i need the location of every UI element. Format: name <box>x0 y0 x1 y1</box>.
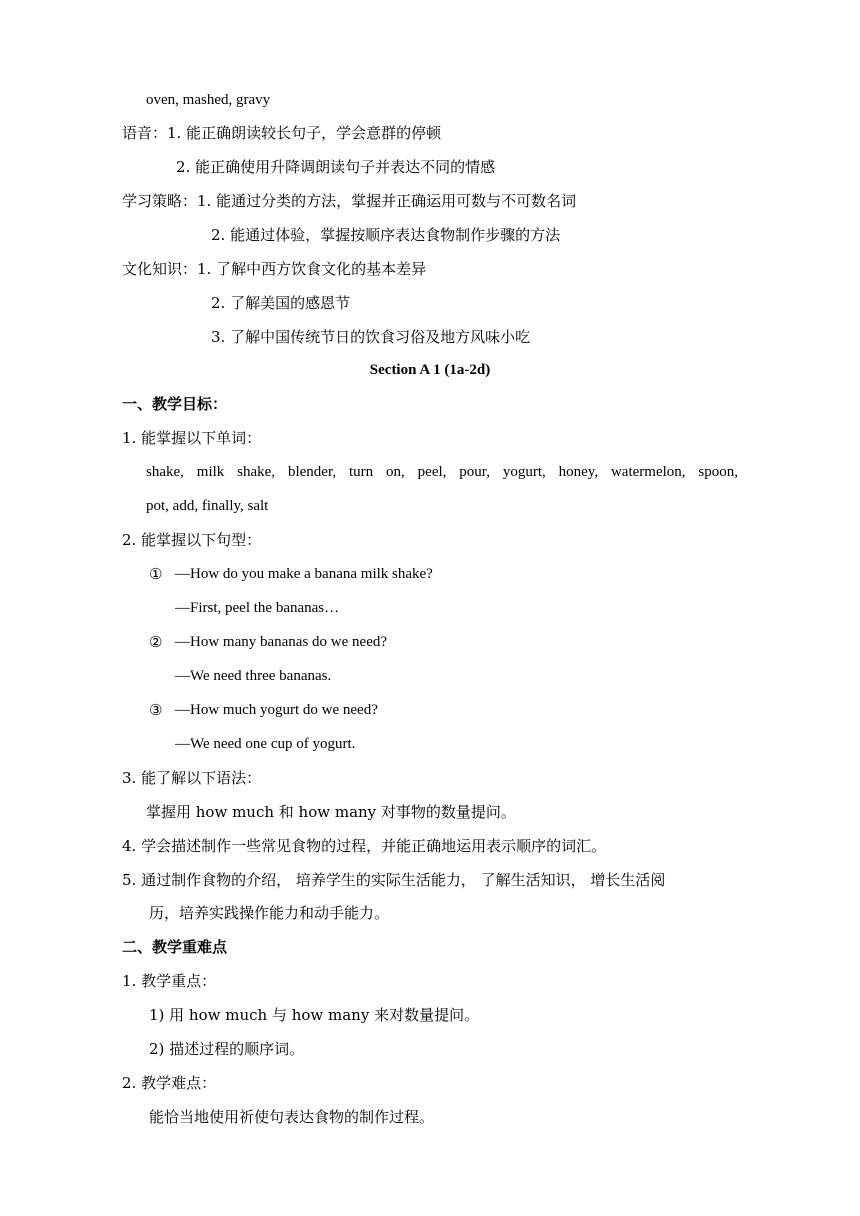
key-point-2-text: 能恰当地使用祈使句表达食物的制作过程。 <box>149 1108 435 1126</box>
culture-item-3: 3. 了解中国传统节日的饮食习俗及地方风味小吃 <box>211 328 531 346</box>
dialogue-2-question: —How many bananas do we need? <box>175 634 388 650</box>
key-points-heading: 二、教学重难点 <box>122 938 228 956</box>
dialogue-3-answer: —We need one cup of yogurt. <box>175 736 356 752</box>
key-point-2-label: 2. 教学难点： <box>122 1074 217 1092</box>
pronunciation-row-1 <box>122 123 441 143</box>
section-title: Section A 1 (1a-2d) <box>369 362 491 378</box>
objective-1-words-line-1: shake, milk shake, blender, turn on, peel, pour, yogurt, honey, watermelon, spoon, <box>146 464 738 480</box>
culture-item-2: 2. 了解美国的感恩节 <box>211 294 351 312</box>
objective-2-label: 2. 能掌握以下句型： <box>122 531 262 549</box>
pronunciation-label: 语音： <box>122 124 168 142</box>
pronunciation-item-1: 1. 能正确朗读较长句子，学会意群的停顿 <box>167 124 442 142</box>
dialogue-1-answer: —First, peel the bananas… <box>175 600 340 616</box>
strategy-item-1: 1. 能通过分类的方法，掌握并正确运用可数与不可数名词 <box>197 192 577 210</box>
objective-1-words-line-2: pot, add, finally, salt <box>146 498 269 514</box>
dialogue-1-question: —How do you make a banana milk shake? <box>175 566 433 582</box>
dialogue-marker-2: ② <box>149 633 163 651</box>
dialogue-3-question: —How much yogurt do we need? <box>175 702 378 718</box>
dialogue-2-answer: —We need three bananas. <box>175 668 332 684</box>
key-point-1-label: 1. 教学重点： <box>122 972 217 990</box>
strategy-label: 学习策略： <box>122 192 198 210</box>
objective-1-label: 1. 能掌握以下单词： <box>122 429 262 447</box>
objectives-heading: 一、教学目标： <box>122 395 228 413</box>
objective-4: 4. 学会描述制作一些常见食物的过程，并能正确地运用表示顺序的词汇。 <box>122 837 607 855</box>
objective-5-line-2: 历，培养实践操作能力和动手能力。 <box>149 904 390 922</box>
objective-3-label: 3. 能了解以下语法： <box>122 769 262 787</box>
culture-row-1 <box>122 259 426 279</box>
culture-item-1: 1. 了解中西方饮食文化的基本差异 <box>197 260 427 278</box>
objective-5-line-1: 5. 通过制作食物的介绍， 培养学生的实际生活能力， 了解生活知识， 增长生活阅 <box>122 871 666 889</box>
objective-3-text: 掌握用 how much 和 how many 对事物的数量提问。 <box>146 803 516 821</box>
strategy-row-1 <box>122 191 576 211</box>
dialogue-marker-1: ① <box>149 565 163 583</box>
key-point-1-sub-1: 1) 用 how much 与 how many 来对数量提问。 <box>149 1006 480 1024</box>
vocab-continued: oven, mashed, gravy <box>146 92 271 108</box>
key-point-1-sub-2: 2) 描述过程的顺序词。 <box>149 1040 305 1058</box>
strategy-item-2: 2. 能通过体验，掌握按顺序表达食物制作步骤的方法 <box>211 226 561 244</box>
dialogue-marker-3: ③ <box>149 701 163 719</box>
pronunciation-item-2: 2. 能正确使用升降调朗读句子并表达不同的情感 <box>176 158 496 176</box>
culture-label: 文化知识： <box>122 260 198 278</box>
